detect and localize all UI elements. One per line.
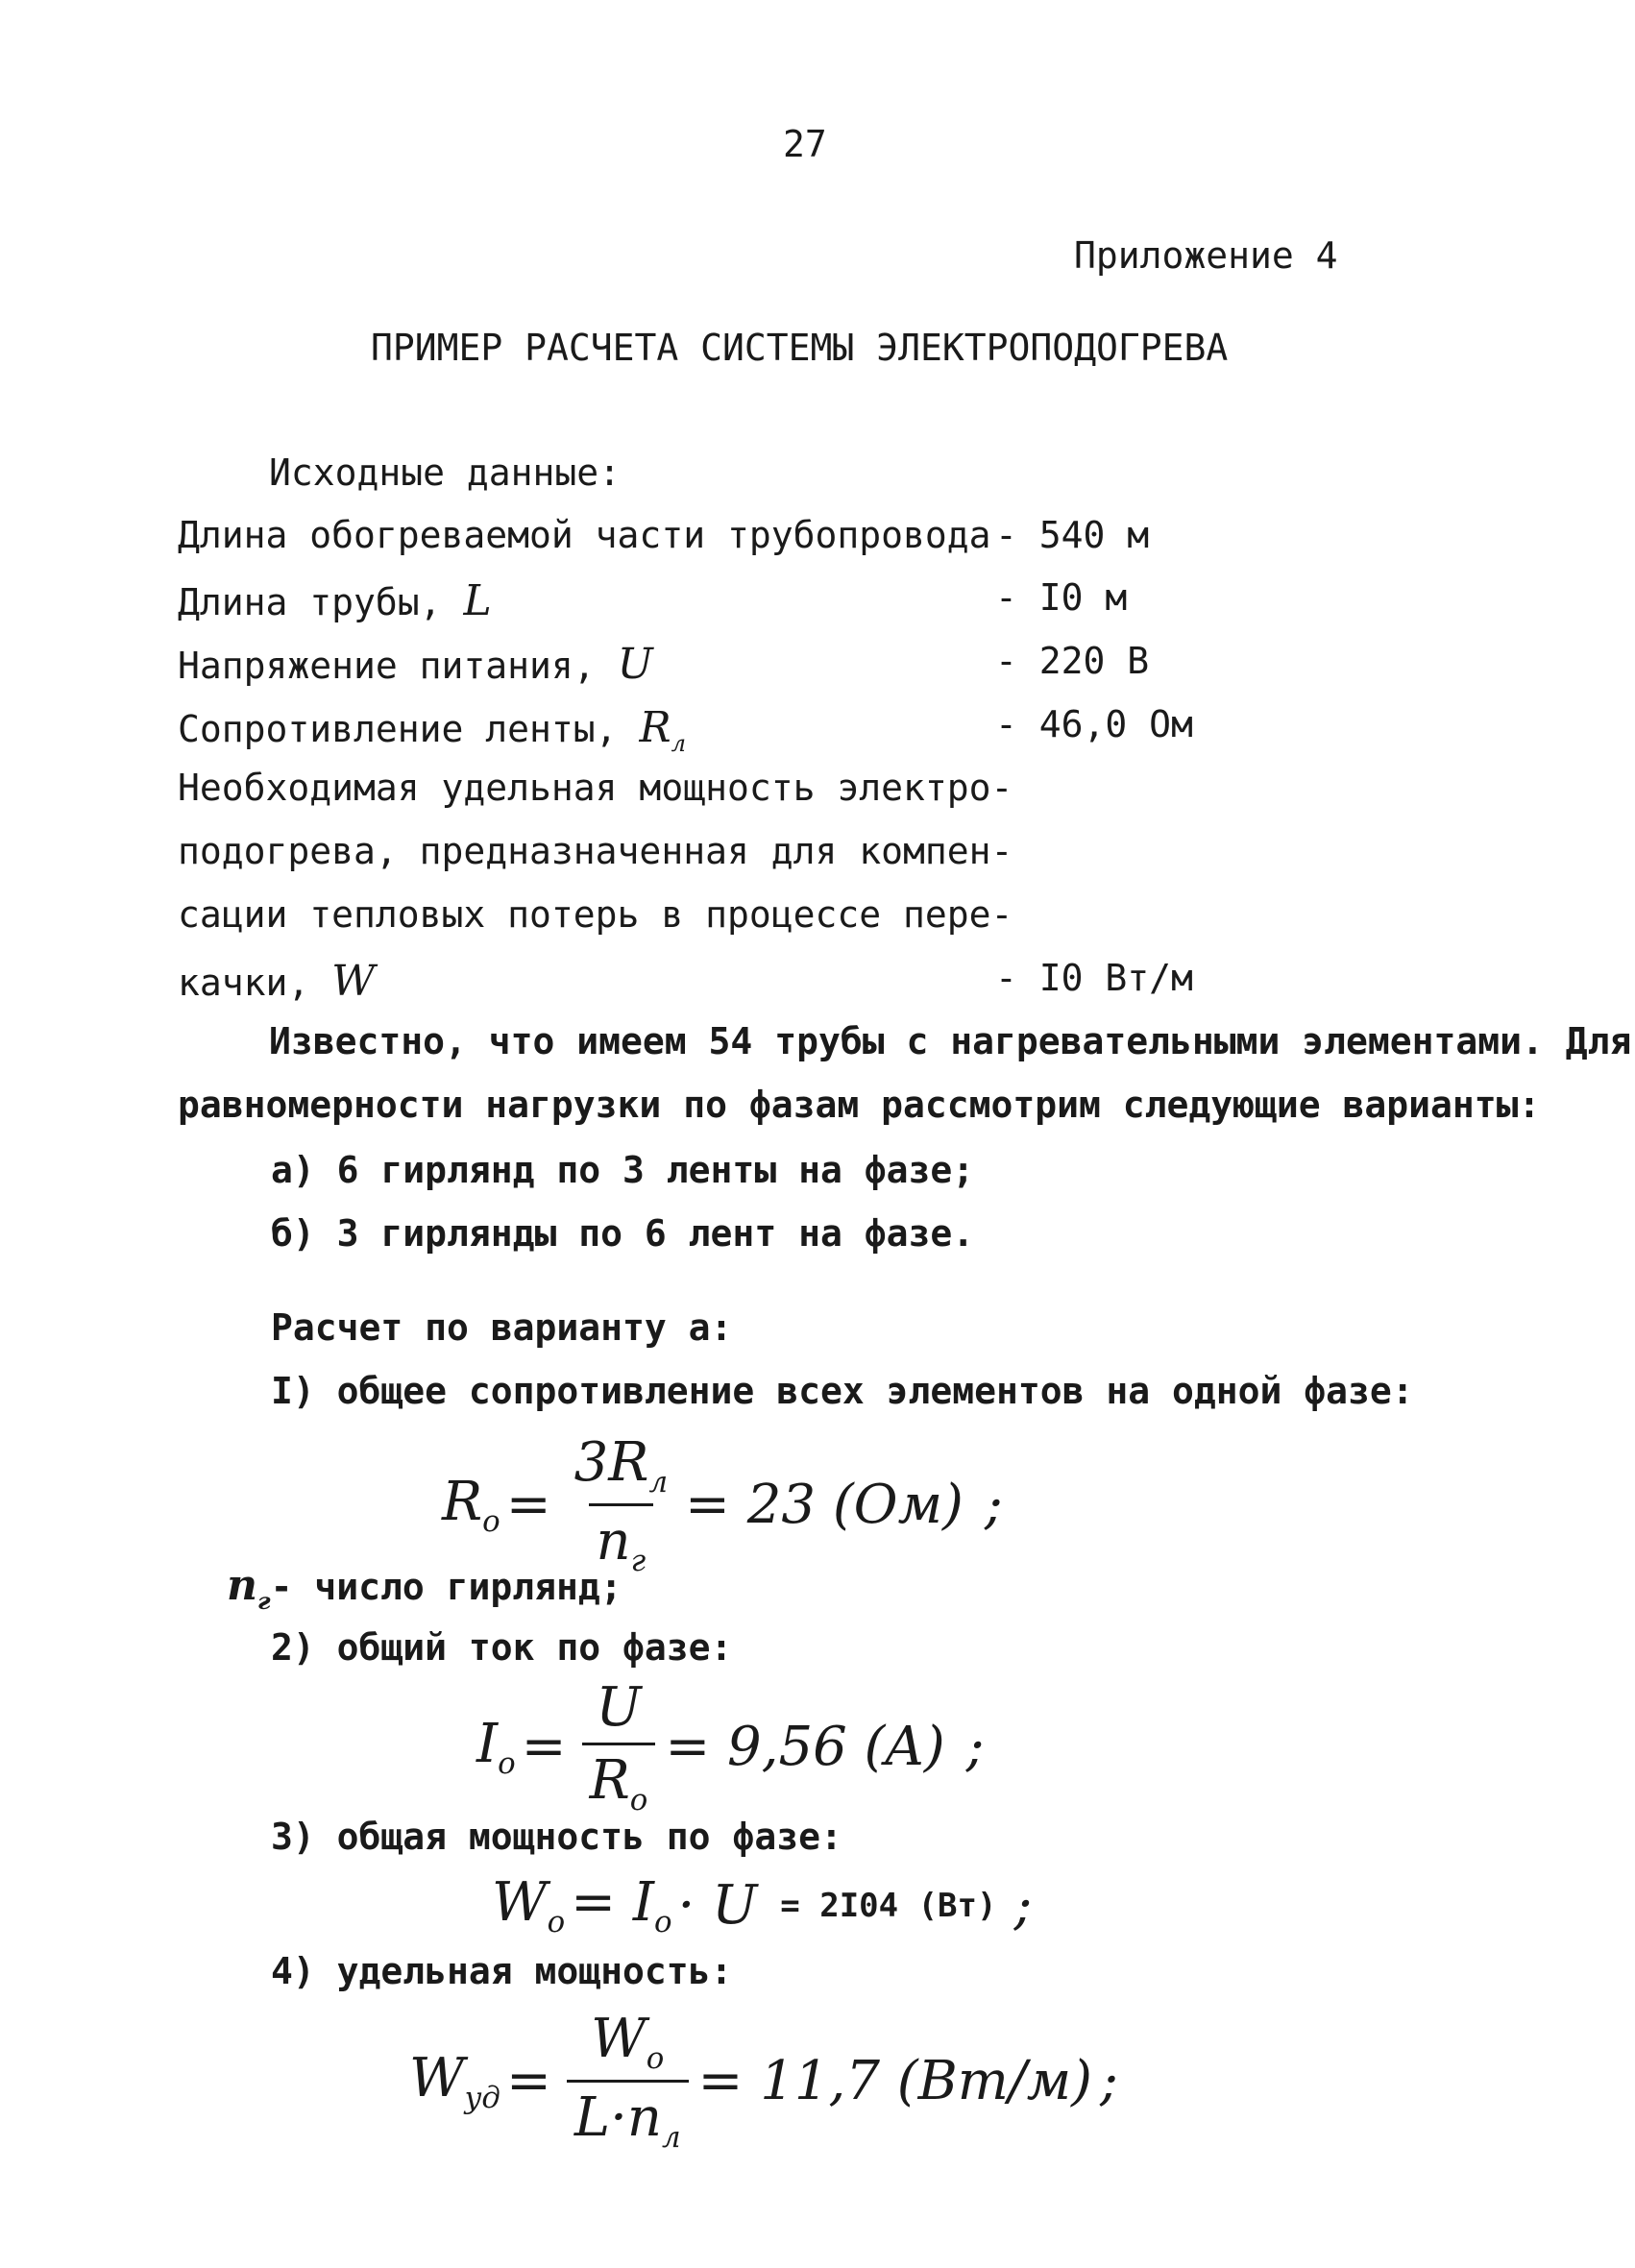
param-value: - I0 м: [995, 576, 1128, 619]
step-2: 2) общий ток по фазе:: [271, 1626, 733, 1669]
param-label: Напряжение питания, U: [178, 640, 653, 689]
formula-rhs: = 11,7 (Вт/м): [697, 2050, 1093, 2113]
formula-power: $W_o$ = $I_o$ · U = 2I04 (Вт) ;: [492, 1871, 1033, 1940]
page-title: ПРИМЕР РАСЧЕТА СИСТЕМЫ ЭЛЕКТРОПОДОГРЕВА: [371, 327, 1229, 369]
formula-rhs: = 2I04 (Вт): [780, 1886, 997, 1925]
step-4: 4) удельная мощность:: [271, 1950, 733, 1992]
symbol-W: W: [331, 957, 376, 1006]
step-1: I) общее сопротивление всех элементов на одной фазе:: [271, 1370, 1414, 1412]
paragraph-line: равномерности нагрузки по фазам рассмотрим следующие варианты:: [178, 1084, 1541, 1126]
formula-lhs: $W_{уд}$: [409, 2047, 500, 2116]
appendix-label: Приложение 4: [1074, 234, 1338, 277]
formula-specific-power: $W_{уд}$ = $\frac{W_o}{L\cdot n_л}$ = 11,7 (Вт/м) ;: [409, 2008, 1118, 2156]
param-label: Длина обогреваемой части трубопровода: [178, 514, 991, 556]
formula-lhs: $W_o$: [492, 1871, 566, 1940]
power-value: - I0 Вт/м: [995, 957, 1193, 999]
paragraph-line: Известно, что имеем 54 трубы с нагревательными элементами. Для: [269, 1020, 1632, 1062]
formula-rhs: = 23 (Ом): [685, 1474, 964, 1537]
power-line-last: качки, W: [178, 957, 376, 1006]
power-line: Необходимая удельная мощность электро-: [178, 767, 1013, 809]
calc-heading: Расчет по варианту а:: [271, 1306, 733, 1349]
formula-current: $I_o$ = $\frac{U}{R_o}$ = 9,56 (A) ;: [476, 1676, 985, 1818]
power-line: сации тепловых потерь в процессе пере-: [178, 893, 1013, 936]
power-line: подогрева, предназначенная для компен-: [178, 830, 1013, 872]
formula-lhs: $R_o$: [442, 1471, 500, 1540]
symbol-R: $R_л$: [639, 703, 686, 757]
formula-resistance: $R_o$ = $\frac{3R_л}{n_г}$ = 23 (Ом) ;: [442, 1431, 1003, 1579]
formula-fraction: $\frac{U}{R_o}$: [582, 1676, 656, 1817]
param-value: - 46,0 Ом: [995, 703, 1193, 745]
formula-rhs: = 9,56 (A): [665, 1716, 945, 1779]
formula-fraction: $\frac{3R_л}{n_г}$: [573, 1431, 669, 1579]
symbol-U: U: [617, 640, 653, 689]
input-heading: Исходные данные:: [269, 451, 622, 494]
symbol-L: L: [463, 576, 492, 625]
option-a: а) 6 гирлянд по 3 ленты на фазе;: [271, 1149, 975, 1191]
param-value: - 220 В: [995, 640, 1150, 682]
param-label: Длина трубы, L: [178, 576, 492, 625]
formula-lhs: $I_o$: [476, 1713, 516, 1782]
formula-fraction: $\frac{W_o}{L\cdot n_л}$: [567, 2008, 689, 2155]
nr-definition: $n_г-$ число гирлянд;: [227, 1561, 622, 1615]
param-label: Сопротивление ленты, $R_л$: [178, 703, 686, 757]
option-b: б) 3 гирлянды по 6 лент на фазе.: [271, 1212, 975, 1255]
page-number: 27: [783, 123, 827, 165]
param-value: - 540 м: [995, 514, 1150, 556]
step-3: 3) общая мощность по фазе:: [271, 1816, 842, 1858]
